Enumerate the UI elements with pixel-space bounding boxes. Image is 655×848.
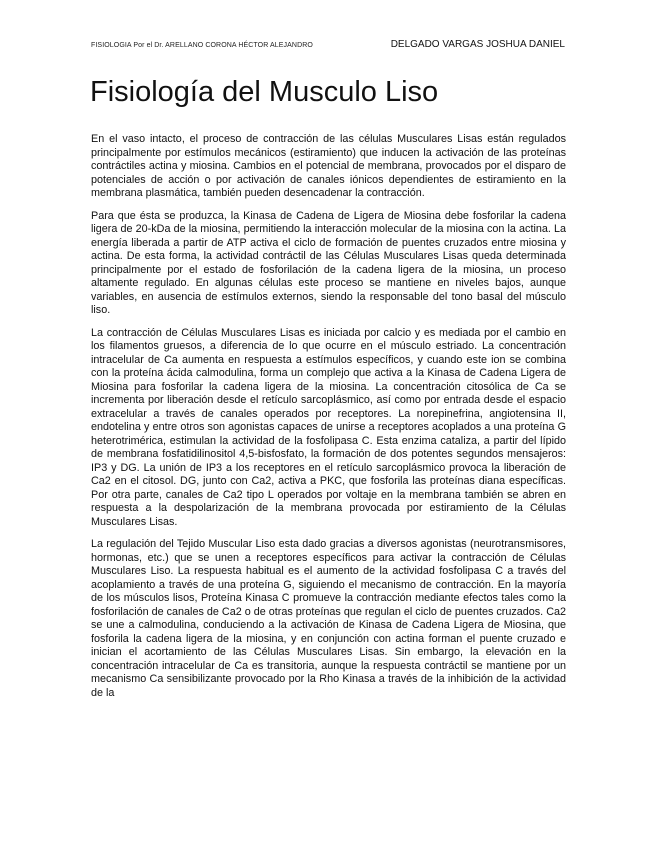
paragraph-3: La contracción de Células Musculares Lisas es iniciada por calcio y es mediada por el cambio en los filamentos gruesos, a diferencia de lo que ocurre en el músculo estriado. La concentración intracelular de Ca aumenta en respuesta a estímulos específicos, y cuando este ion se combina con la proteína ácida calmodulina, forma un complejo que activa a la Kinasa de Cadena Ligera de Miosina para fosforilar la cadena ligera de la miosina. La concentración citosólica de Ca se incrementa por liberación desde el retículo sarcoplásmico, así como por entrada desde el espacio extracelular a través de canales operados por receptores. La norepinefrina, angiotensina II, endotelina y entre otros son agonistas capaces de unirse a receptores acoplados a una proteína G heterotrimérica, estimulan la actividad de la fosfolipasa C. Esta enzima cataliza, a partir del lípido de membrana fosfatidilinositol 4,5-bisfosfato, la formación de dos potentes segundos mensajeros: IP3 y DG. La unión de IP3 a los receptores en el retículo sarcoplásmico provoca la liberación de Ca2 en el citosol. DG, junto con Ca2, activa a PKC, que fosforila las proteínas diana específicas. Por otra parte, canales de Ca2 tipo L operados por voltaje en la membrana también se abren en respuesta a la despolarización de la membrana provocada por estiramiento de la Células Musculares Lisas. bbox=[91, 326, 566, 528]
header-author-name: DELGADO VARGAS JOSHUA DANIEL bbox=[390, 39, 565, 50]
paragraph-4: La regulación del Tejido Muscular Liso esta dado gracias a diversos agonistas (neurotransmisores, hormonas, etc.) que se unen a receptores específicos para activar la contracción de Células Musculares Liso. La respuesta habitual es el aumento de la actividad fosfolipasa C a través del acoplamiento a través de una proteína G, siguiendo el mecanismo de contracción. En la mayoría de los músculos lisos, Proteína Kinasa C promueve la contracción mediante efectos tales como la fosforilación de canales de Ca2 o de otras proteínas que regulan el ciclo de puentes cruzados. Ca2 se une a calmodulina, conduciendo a la activación de Kinasa de Cadena Ligera de Miosina, que fosforila la cadena ligera de la miosina, y en conjunción con actina forman el puente cruzado e inician el acortamiento de las Células Musculares Lisas. Sin embargo, la elevación en la concentración intracelular de Ca es transitoria, aunque la respuesta contráctil se mantiene por un mecanismo Ca sensibilizante provocado por la Rho Kinasa a través de la inhibición de la actividad de la bbox=[91, 538, 566, 699]
paragraph-1: En el vaso intacto, el proceso de contracción de las células Musculares Lisas están regulados principalmente por estímulos mecánicos (estiramiento) que inducen la activación de las proteínas contráctiles actina y miosina. Cambios en el potencial de membrana, provocados por el disparo de potenciales de acción o por activación de canales iónicos dependientes de estiramiento en la membrana plasmática, también pueden desencadenar la contracción. bbox=[91, 133, 566, 199]
document-body bbox=[91, 133, 566, 709]
paragraph-2: Para que ésta se produzca, la Kinasa de Cadena de Ligera de Miosina debe fosforilar la cadena ligera de 20-kDa de la miosina, permitiendo la interacción molecular de la miosina con la actina. La energía liberada a partir de ATP activa el ciclo de formación de puentes cruzados entre miosina y actina. De esta forma, la actividad contráctil de las Células Musculares Lisas queda determinada principalmente por el estado de fosforilación de la cadena ligera de la miosina, un proceso altamente regulado. En algunas células este proceso se mantiene en niveles bajos, aunque variables, en ausencia de estímulos externos, siendo la responsable del tono basal del músculo liso. bbox=[91, 209, 566, 316]
page-title: Fisiología del Musculo Liso bbox=[90, 76, 439, 108]
header-course-info: FISIOLOGIA Por el Dr. ARELLANO CORONA HÉCTOR ALEJANDRO bbox=[91, 42, 313, 49]
